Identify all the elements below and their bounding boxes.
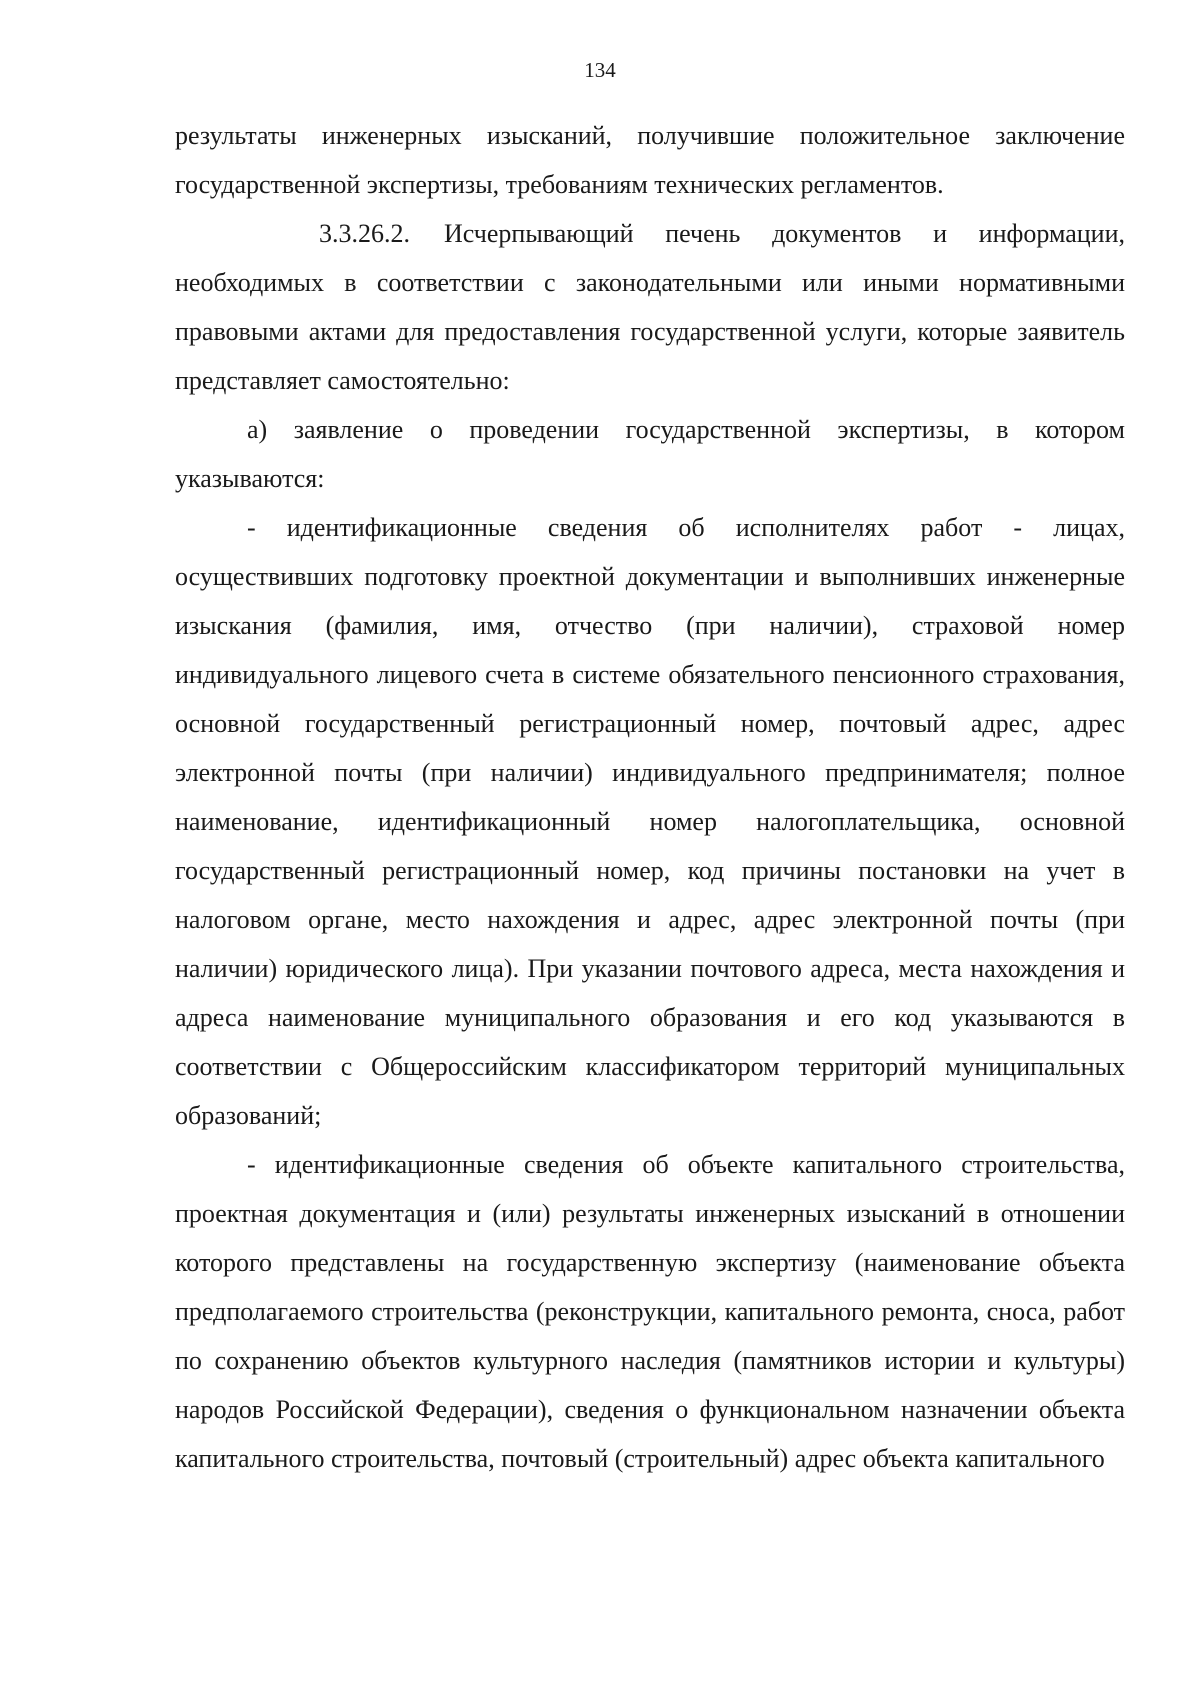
page-number: 134 [584,58,616,82]
paragraph-item-a: а) заявление о проведении государственной экспертизы, в котором указываются: [175,415,1125,493]
paragraph-contractor-info: - идентификационные сведения об исполнителях работ - лицах, осуществивших подготовку проектной документации и выполнивших инженерные изыскания (фамилия, имя, отчество (при наличии), страховой номер индивидуального лицевого счета в системе обязательного пенсионного страхования, основной государственный регистрационный номер, почтовый адрес, адрес электронной почты (при наличии) индивидуального предпринимателя; полное наименование, идентификационный номер налогоплательщика, основной государственный регистрационный номер, код причины постановки на учет в налоговом органе, место нахождения и адрес, адрес электронной почты (при наличии) юридического лица). При указании почтового адреса, места нахождения и адреса наименование муниципального образования и его код указываются в соответствии с Общероссийским классификатором территорий муниципальных образований; [175,513,1125,1130]
document-body [175,111,1125,1483]
paragraph-object-info: - идентификационные сведения об объекте капитального строительства, проектная документация и (или) результаты инженерных изысканий в отношении которого представлены на государственную экспертизу (наименование объекта предполагаемого строительства (реконструкции, капитального ремонта, сноса, работ по сохранению объектов культурного наследия (памятников истории и культуры) народов Российской Федерации), сведения о функциональном назначении объекта капитального строительства, почтовый (строительный) адрес объекта капитального [175,1150,1125,1473]
paragraph-text: Исчерпывающий печень документов и информации, необходимых в соответствии с законодательными или иными нормативными правовыми актами для предоставления государственной услуги, которые заявитель представляет самостоятельно: [175,219,1125,395]
paragraph-3-3-26-2 [175,209,1125,405]
paragraph-number: 3.3.26.2. [319,219,410,248]
paragraph-continuation: результаты инженерных изысканий, получившие положительное заключение государственной экспертизы, требованиям технических регламентов. [175,121,1125,199]
